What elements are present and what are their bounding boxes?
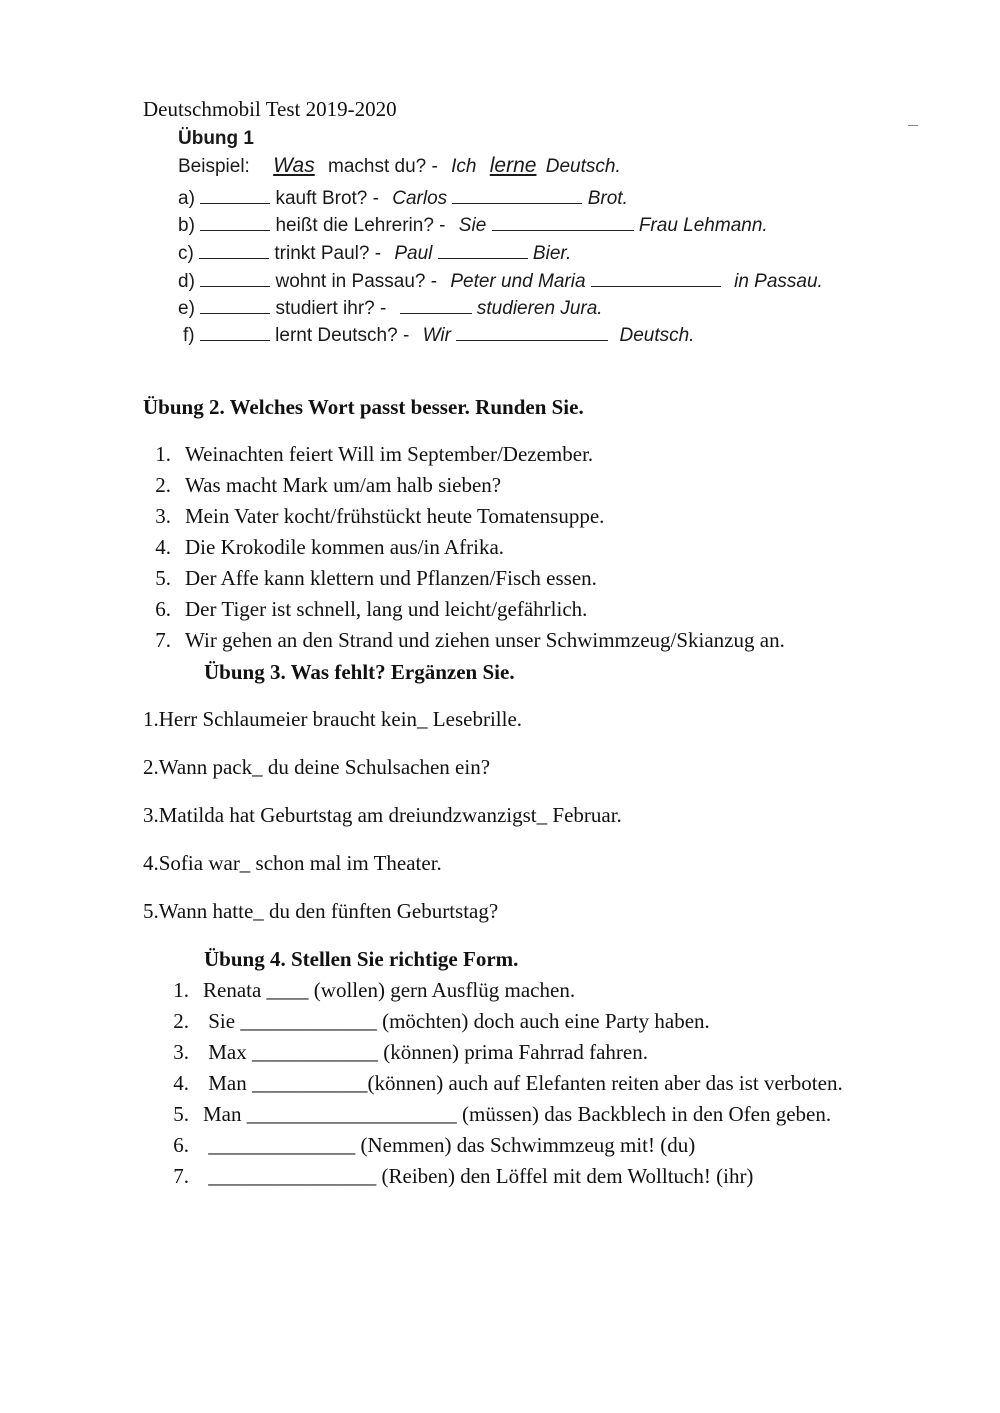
answer-blank[interactable] (492, 214, 634, 231)
item-letter: e) (178, 298, 195, 319)
item-text: Renata ____ (wollen) gern Ausflüg machen. (203, 978, 576, 1002)
ex4-item-3 (143, 1040, 648, 1065)
ex4-item-6 (143, 1133, 695, 1158)
ex4-item-4 (143, 1071, 843, 1096)
ex2-item-1 (143, 442, 593, 467)
ex1-item-b (178, 214, 768, 237)
item-number: 1. (155, 442, 171, 466)
ex1-item-c (178, 242, 571, 265)
item-tail: in Passau. (734, 271, 823, 292)
item-number: 3. (173, 1040, 189, 1064)
item-text: Weinachten feiert Will im September/Dezember. (185, 442, 594, 466)
item-subject: Peter und Maria (450, 271, 586, 292)
item-number: 6. (155, 597, 171, 621)
ex3-item-4: 4.Sofia war_ schon mal im Theater. (143, 851, 442, 875)
item-number: 5. (173, 1102, 189, 1126)
item-question: wohnt in Passau? - (275, 271, 438, 292)
stray-mark (908, 125, 918, 126)
ex1-item-a (178, 187, 628, 210)
item-tail: Brot. (587, 188, 628, 209)
answer-blank[interactable] (591, 270, 721, 287)
answer-blank[interactable] (200, 270, 270, 287)
item-question: lernt Deutsch? - (275, 325, 410, 346)
item-letter: c) (178, 243, 194, 264)
item-text: Wir gehen an den Strand und ziehen unser Schwimmzeug/Skianzug an. (185, 628, 785, 652)
item-question: studiert ihr? - (275, 298, 387, 319)
ex3-item-3: 3.Matilda hat Geburtstag am dreiundzwanzigst_ Februar. (143, 803, 622, 827)
page-title: Deutschmobil Test 2019-2020 (143, 97, 397, 121)
item-question: heißt die Lehrerin? - (275, 215, 446, 236)
ex2-heading: Übung 2. Welches Wort passt besser. Runden Sie. (143, 395, 584, 419)
item-number: 5. (155, 566, 171, 590)
answer-blank[interactable] (199, 242, 269, 259)
item-question: trinkt Paul? - (274, 243, 382, 264)
answer-blank[interactable] (200, 187, 270, 204)
ex2-item-3 (143, 504, 604, 529)
ex4-item-5 (143, 1102, 831, 1127)
item-letter: a) (178, 188, 195, 209)
item-tail: studieren Jura. (476, 298, 603, 319)
item-tail: Deutsch. (619, 325, 695, 346)
example-answer-1: Was (273, 154, 315, 177)
item-number: 1. (173, 978, 189, 1002)
item-text: Der Tiger ist schnell, lang und leicht/gefährlich. (185, 597, 588, 621)
item-subject: Carlos (392, 188, 448, 209)
item-letter: b) (178, 215, 195, 236)
item-question: kauft Brot? - (275, 188, 379, 209)
item-text: Max ____________ (können) prima Fahrrad fahren. (203, 1040, 648, 1064)
item-text: Man ___________(können) auch auf Elefanten reiten aber das ist verboten. (203, 1071, 843, 1095)
ex4-item-2 (143, 1009, 710, 1034)
ex1-heading: Übung 1 (178, 128, 254, 149)
ex2-item-4 (143, 535, 504, 560)
example-end: Deutsch. (545, 156, 621, 177)
example-answer-2: lerne (489, 154, 537, 177)
item-number: 7. (173, 1164, 189, 1188)
item-number: 2. (155, 473, 171, 497)
item-text: Man ____________________ (müssen) das Backblech in den Ofen geben. (203, 1102, 832, 1126)
ex2-item-6 (143, 597, 587, 622)
ex4-item-7 (143, 1164, 753, 1189)
answer-blank[interactable] (452, 187, 582, 204)
example-prefix: Beispiel: (178, 156, 250, 177)
ex2-item-5 (143, 566, 597, 591)
item-number: 4. (155, 535, 171, 559)
ex2-item-7 (143, 628, 785, 653)
answer-blank[interactable] (438, 242, 528, 259)
item-subject: Paul (394, 243, 433, 264)
ex3-heading: Übung 3. Was fehlt? Ergänzen Sie. (204, 660, 515, 684)
example-question: machst du? - (328, 156, 438, 177)
item-tail: Bier. (532, 243, 572, 264)
ex1-example (178, 154, 621, 178)
example-pronoun: Ich (451, 156, 477, 177)
item-letter: d) (178, 271, 195, 292)
item-text: ______________ (Nemmen) das Schwimmzeug mit! (du) (203, 1133, 696, 1157)
answer-blank[interactable] (200, 324, 270, 341)
item-subject: Sie (458, 215, 487, 236)
item-text: Der Affe kann klettern und Pflanzen/Fisch essen. (185, 566, 597, 590)
item-number: 2. (173, 1009, 189, 1033)
item-number: 7. (155, 628, 171, 652)
item-tail: Frau Lehmann. (638, 215, 768, 236)
ex2-item-2 (143, 473, 501, 498)
ex3-item-1: 1.Herr Schlaumeier braucht kein_ Lesebrille. (143, 707, 523, 731)
item-number: 3. (155, 504, 171, 528)
item-text: Die Krokodile kommen aus/in Afrika. (185, 535, 505, 559)
item-text: Mein Vater kocht/frühstückt heute Tomatensuppe. (185, 504, 605, 528)
item-number: 4. (173, 1071, 189, 1095)
item-subject: Wir (422, 325, 451, 346)
item-text: Was macht Mark um/am halb sieben? (185, 473, 502, 497)
item-letter: f) (183, 325, 195, 346)
ex4-heading: Übung 4. Stellen Sie richtige Form. (204, 947, 519, 971)
ex4-item-1 (143, 978, 575, 1003)
ex3-item-5: 5.Wann hatte_ du den fünften Geburtstag? (143, 899, 499, 923)
item-text: Sie _____________ (möchten) doch auch eine Party haben. (203, 1009, 710, 1033)
ex1-item-f (183, 324, 694, 347)
answer-blank[interactable] (200, 297, 270, 314)
answer-blank[interactable] (400, 297, 472, 314)
item-number: 6. (173, 1133, 189, 1157)
ex1-item-d (178, 270, 823, 293)
answer-blank[interactable] (456, 324, 608, 341)
answer-blank[interactable] (200, 214, 270, 231)
item-text: ________________ (Reiben) den Löffel mit dem Wolltuch! (ihr) (203, 1164, 754, 1188)
ex1-item-e (178, 297, 603, 320)
ex3-item-2: 2.Wann pack_ du deine Schulsachen ein? (143, 755, 491, 779)
